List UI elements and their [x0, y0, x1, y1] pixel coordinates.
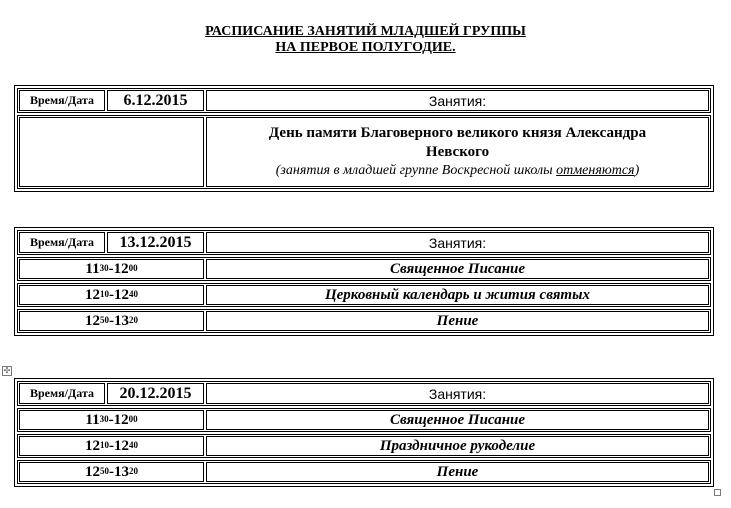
document-title	[0, 24, 731, 56]
lesson-time: 12 $^{50}$ - 13 $^{20}$	[19, 311, 204, 331]
lesson-subject: Пение	[206, 462, 709, 482]
schedule-table-day1	[14, 85, 714, 192]
empty-time-cell	[19, 117, 204, 187]
lesson-time: 11 $^{30}$ - 12 $^{00}$	[19, 259, 204, 279]
header-lessons: Занятия:	[206, 90, 709, 111]
lesson-row	[17, 283, 711, 307]
schedule-table-day2	[14, 227, 714, 336]
header-date: 13.12.2015	[107, 232, 204, 253]
lesson-subject: Пение	[206, 311, 709, 331]
event-cell	[206, 117, 709, 187]
lesson-row	[17, 460, 711, 484]
title-line-1: РАСПИСАНИЕ ЗАНЯТИЙ МЛАДШЕЙ ГРУППЫ	[205, 24, 526, 39]
lesson-row	[17, 257, 711, 281]
table-header-row	[17, 381, 711, 406]
title-line-2: НА ПЕРВОЕ ПОЛУГОДИЕ.	[275, 40, 456, 55]
event-title-line-2: Невского	[425, 144, 490, 160]
lesson-subject: Церковный календарь и жития святых	[206, 285, 709, 305]
header-time-date: Время/Дата	[19, 383, 105, 404]
event-title-line-1: День памяти Благоверного великого князя Александра	[268, 125, 647, 141]
header-lessons: Занятия:	[206, 383, 709, 404]
header-date: 6.12.2015	[107, 90, 204, 111]
header-time-date: Время/Дата	[19, 90, 105, 111]
lesson-time: 12 $^{10}$ - 12 $^{40}$	[19, 436, 204, 456]
event-row	[17, 115, 711, 189]
lesson-subject: Священное Писание	[206, 410, 709, 430]
note-prefix: (занятия в младшей группе Воскресной школы	[275, 163, 557, 178]
note-suffix: )	[634, 163, 640, 178]
event-note	[276, 162, 639, 180]
lesson-time: 12 $^{50}$ - 13 $^{20}$	[19, 462, 204, 482]
lesson-row	[17, 434, 711, 458]
move-handle-icon[interactable]: ✣	[3, 366, 11, 375]
lesson-row	[17, 309, 711, 333]
header-time-date: Время/Дата	[19, 232, 105, 253]
lesson-row	[17, 408, 711, 432]
resize-handle-icon[interactable]	[714, 489, 721, 496]
lesson-time: 11 $^{30}$ - 12 $^{00}$	[19, 410, 204, 430]
schedule-table-day3	[14, 378, 714, 487]
table-header-row	[17, 230, 711, 255]
table-header-row	[17, 88, 711, 113]
lesson-time: 12 $^{10}$ - 12 $^{40}$	[19, 285, 204, 305]
header-lessons: Занятия:	[206, 232, 709, 253]
header-date: 20.12.2015	[107, 383, 204, 404]
lesson-subject: Праздничное рукоделие	[206, 436, 709, 456]
note-cancelled: отменяются	[556, 163, 635, 178]
lesson-subject: Священное Писание	[206, 259, 709, 279]
